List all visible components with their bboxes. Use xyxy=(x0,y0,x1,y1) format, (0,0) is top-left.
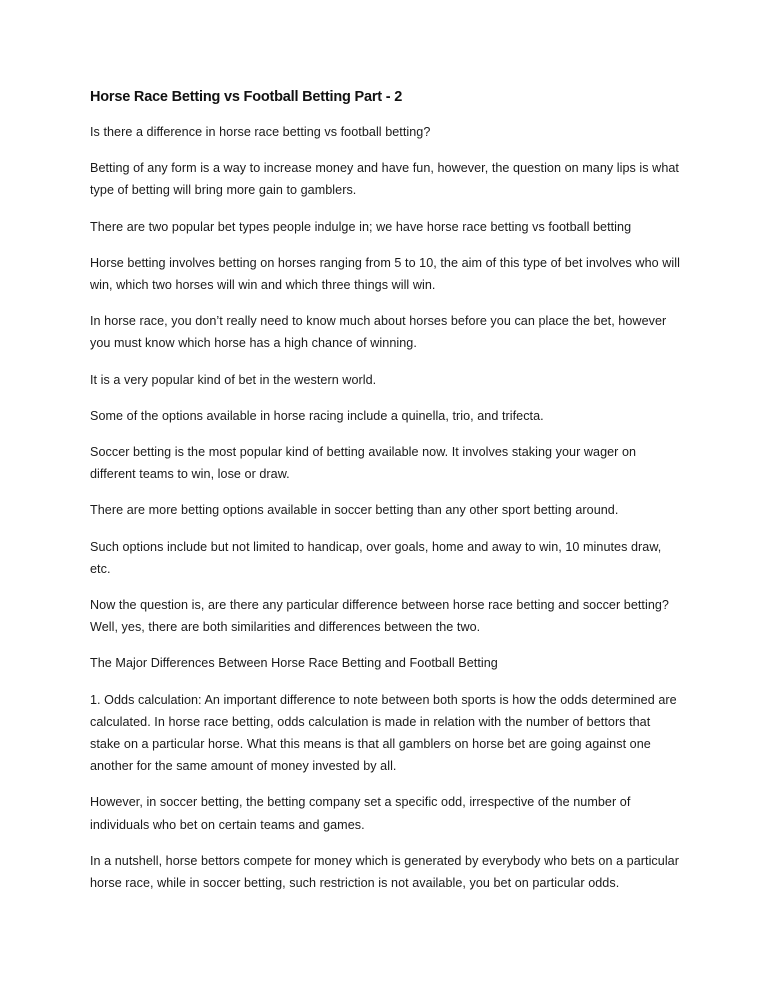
paragraph: There are two popular bet types people indulge in; we have horse race betting vs football betting xyxy=(90,219,632,234)
paragraph: Is there a difference in horse race betting vs football betting? xyxy=(90,125,431,139)
paragraph: Betting of any form is a way to increase money and have fun, however, the question on many lips is what type of betting will bring more gain to gamblers. xyxy=(90,161,679,198)
paragraph: It is a very popular kind of bet in the western world. xyxy=(90,372,377,387)
paragraph: There are more betting options available in soccer betting than any other sport betting around. xyxy=(90,503,619,518)
paragraph: Soccer betting is the most popular kind of betting available now. It involves staking your wager on different teams to win, lose or draw. xyxy=(90,445,637,482)
paragraph: However, in soccer betting, the betting company set a specific odd, irrespective of the number of individuals who bet on certain teams and games. xyxy=(90,795,631,832)
paragraph: In horse race, you don’t really need to know much about horses before you can place the bet, however you must know which horse has a high chance of winning. xyxy=(90,314,667,351)
section-subheading: The Major Differences Between Horse Race Betting and Football Betting xyxy=(90,656,498,671)
paragraph: In a nutshell, horse bettors compete for money which is generated by everybody who bets on a particular horse race, while in soccer betting, such restriction is not available, you bet on particular odds. xyxy=(90,853,679,891)
document-page xyxy=(90,86,680,908)
paragraph: Horse betting involves betting on horses ranging from 5 to 10, the aim of this type of bet involves who will win, which two horses will win and which three things will win. xyxy=(90,255,680,293)
paragraph: Some of the options available in horse racing include a quinella, trio, and trifecta. xyxy=(90,408,544,423)
paragraph: Such options include but not limited to handicap, over goals, home and away to win, 10 minutes draw, etc. xyxy=(90,539,662,576)
paragraph: 1. Odds calculation: An important difference to note between both sports is how the odds determined are calculated. In horse race betting, odds calculation is made in relation with the number of bettors that stake on a particular horse. What this means is that all gamblers on horse bet are going against one another for the same amount of money invested by all. xyxy=(90,692,677,774)
document-title: Horse Race Betting vs Football Betting Part - 2 xyxy=(90,89,403,105)
paragraph: Now the question is, are there any particular difference between horse race betting and soccer betting? Well, yes, there are both similarities and differences between the two. xyxy=(90,598,669,635)
